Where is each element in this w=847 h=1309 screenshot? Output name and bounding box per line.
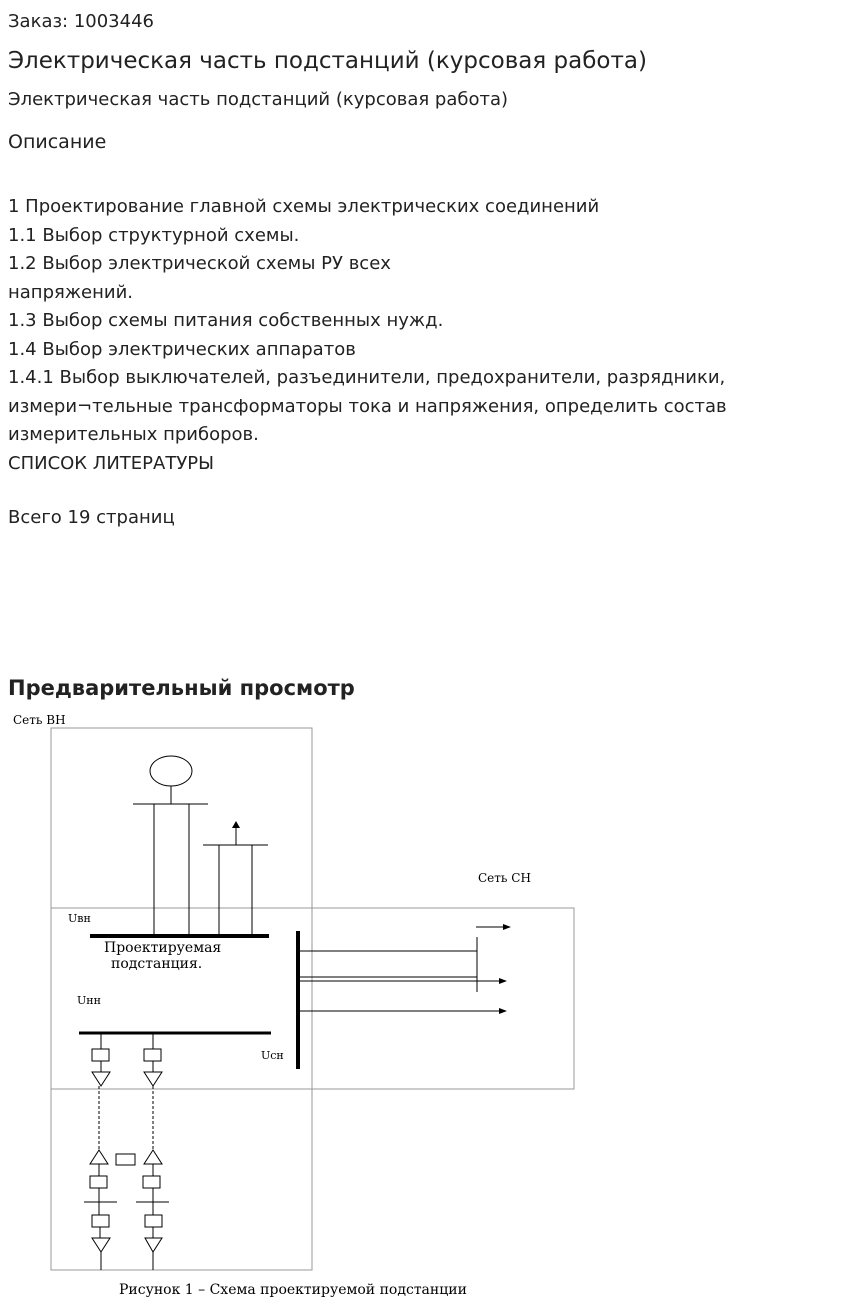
description-line: напряжений. bbox=[8, 281, 133, 303]
u-hv-label: Uвн bbox=[68, 912, 91, 925]
arrow-right-1 bbox=[503, 924, 511, 930]
arrow-right-2 bbox=[499, 978, 507, 984]
description-line: 1.1 Выбор структурной схемы. bbox=[8, 224, 300, 246]
order-number: Заказ: 1003446 bbox=[8, 11, 154, 32]
arrow-right-3 bbox=[499, 1008, 507, 1014]
preview-heading: Предварительный просмотр bbox=[8, 676, 355, 700]
mv-network-label: Сеть СН bbox=[478, 871, 531, 885]
description-body bbox=[8, 193, 808, 478]
figure-caption: Рисунок 1 – Схема проектируемой подстанции bbox=[119, 1282, 467, 1298]
substation-label-1: Проектируемая bbox=[104, 940, 222, 956]
description-line: измерительных приборов. bbox=[8, 424, 259, 445]
lv-feeders bbox=[84, 1033, 169, 1270]
hv-network-label: Сеть ВН bbox=[13, 713, 66, 727]
page-subtitle: Электрическая часть подстанций (курсовая работа) bbox=[8, 89, 509, 110]
generator-symbol bbox=[150, 756, 192, 786]
description-heading: Описание bbox=[8, 131, 107, 153]
mv-lines bbox=[298, 927, 503, 1011]
diagram-frames bbox=[51, 728, 574, 1270]
u-lv-label: Uнн bbox=[77, 994, 101, 1007]
description-line: 1.4.1 Выбор выключателей, разъединители, предохранители, разрядники, bbox=[8, 367, 726, 388]
load-arrow-up bbox=[232, 821, 240, 828]
description-line: СПИСОК ЛИТЕРАТУРЫ bbox=[8, 452, 215, 474]
total-pages: Всего 19 страниц bbox=[8, 507, 175, 528]
substation-label-2: подстанция. bbox=[111, 956, 203, 972]
description-line: 1.3 Выбор схемы питания собственных нужд. bbox=[8, 310, 444, 331]
description-line: 1.4 Выбор электрических аппаратов bbox=[8, 338, 356, 360]
u-mv-label: Uсн bbox=[261, 1049, 284, 1062]
description-line: измери¬тельные трансформаторы тока и напряжения, определить состав bbox=[8, 395, 727, 417]
page-title: Электрическая часть подстанций (курсовая работа) bbox=[8, 48, 647, 74]
description-line: 1.2 Выбор электрической схемы РУ всех bbox=[8, 253, 391, 274]
description-line: 1 Проектирование главной схемы электрических соединений bbox=[8, 196, 600, 217]
hv-lines bbox=[133, 786, 268, 935]
substation-diagram bbox=[0, 705, 600, 1305]
